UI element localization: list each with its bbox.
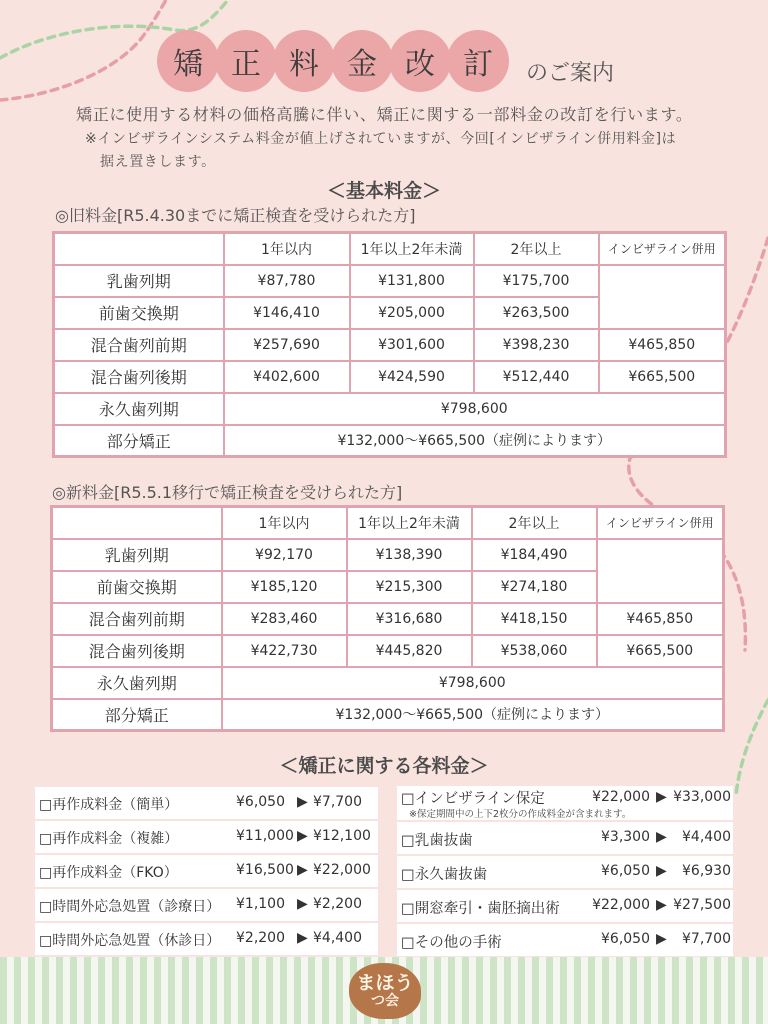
price-cell: ¥283,460	[222, 603, 347, 635]
fee-item-label: □開窓牽引・歯胚摘出術	[401, 901, 560, 917]
fee-item	[397, 856, 733, 888]
price-cell: ¥402,600	[224, 361, 350, 393]
table-header-row	[54, 233, 726, 265]
fee-item	[35, 787, 378, 819]
new-price: ¥6,930	[682, 863, 731, 879]
old-price: ¥6,050	[601, 863, 650, 879]
price-cell: ¥798,600	[222, 667, 724, 699]
title-char-circle: 料	[273, 30, 335, 92]
price-cell: ¥274,180	[472, 571, 597, 603]
pink-dashed-curve-top-left	[0, 0, 166, 100]
header-within-1-year: 1年以内	[222, 507, 347, 539]
fee-item-label: □時間外応急処置（診療日）	[39, 899, 221, 915]
table-row	[52, 603, 724, 635]
other-fees-heading: ＜矯正に関する各料金＞	[279, 755, 489, 777]
arrow-icon: ▶	[297, 794, 308, 810]
table-row	[54, 393, 726, 425]
header-within-1-year: 1年以内	[224, 233, 350, 265]
fee-item-label: □永久歯抜歯	[401, 867, 488, 883]
price-cell: ¥398,230	[474, 329, 599, 361]
title-suffix: のご案内	[526, 61, 615, 86]
empty-cell	[597, 539, 724, 603]
intro-note-line2: 据え置きします。	[100, 154, 216, 170]
table-row	[54, 329, 726, 361]
corner-cell	[54, 233, 224, 265]
title-char-circle: 改	[389, 30, 451, 92]
arrow-icon: ▶	[656, 897, 667, 913]
new-price: ¥4,400	[313, 930, 362, 946]
fee-item	[35, 889, 378, 921]
new-price: ¥7,700	[313, 794, 362, 810]
row-label: 前歯交換期	[52, 571, 222, 603]
row-label: 部分矯正	[54, 425, 224, 457]
table-header-row	[52, 507, 724, 539]
fee-item	[397, 890, 733, 922]
price-cell: ¥424,590	[350, 361, 474, 393]
price-cell: ¥184,490	[472, 539, 597, 571]
fee-item-label: □インビザライン保定	[401, 791, 545, 807]
new-price: ¥27,500	[673, 897, 731, 913]
fee-item	[35, 821, 378, 853]
table-row	[52, 635, 724, 667]
row-label: 乳歯列期	[52, 539, 222, 571]
fee-item-label: □再作成料金（FKO）	[39, 865, 178, 881]
fee-item	[35, 855, 378, 887]
arrow-icon: ▶	[656, 931, 667, 947]
header-1-to-2-years: 1年以上2年未満	[350, 233, 474, 265]
table-row	[52, 539, 724, 571]
price-cell: ¥512,440	[474, 361, 599, 393]
row-label: 乳歯列期	[54, 265, 224, 297]
old-price: ¥1,100	[236, 896, 285, 912]
old-fee-table	[52, 231, 727, 458]
fee-item	[397, 924, 733, 956]
arrow-icon: ▶	[656, 863, 667, 879]
price-cell: ¥92,170	[222, 539, 347, 571]
fee-item-label: □乳歯抜歯	[401, 833, 473, 849]
logo-text-line2: つ会	[371, 992, 399, 1009]
new-price: ¥12,100	[313, 828, 371, 844]
header-invisalign-combined: インビザライン併用	[597, 507, 724, 539]
price-cell: ¥185,120	[222, 571, 347, 603]
title-char-circle: 矯	[157, 30, 219, 92]
price-cell: ¥132,000〜¥665,500（症例によります）	[224, 425, 726, 457]
clinic-logo	[349, 963, 421, 1019]
fee-item-label: □再作成料金（簡単）	[39, 797, 179, 813]
price-cell: ¥87,780	[224, 265, 350, 297]
intro-text: 矯正に使用する材料の価格高騰に伴い、矯正に関する一部料金の改訂を行います。	[76, 105, 693, 124]
arrow-icon: ▶	[297, 930, 308, 946]
other-fees-right-list	[397, 786, 733, 956]
green-dashed-curve-bottom-right	[736, 700, 768, 795]
table-row	[54, 425, 726, 457]
price-cell: ¥665,500	[599, 361, 726, 393]
header-over-2-years: 2年以上	[474, 233, 599, 265]
price-cell: ¥445,820	[347, 635, 472, 667]
fee-item	[397, 822, 733, 854]
old-price: ¥11,000	[236, 828, 294, 844]
arrow-icon: ▶	[297, 862, 308, 878]
price-cell: ¥215,300	[347, 571, 472, 603]
price-cell: ¥418,150	[472, 603, 597, 635]
table-row	[52, 667, 724, 699]
price-cell: ¥665,500	[597, 635, 724, 667]
title-char-circle: 訂	[447, 30, 509, 92]
row-label: 混合歯列前期	[54, 329, 224, 361]
table-row	[54, 265, 726, 297]
price-cell: ¥138,390	[347, 539, 472, 571]
title-char-circle: 金	[331, 30, 393, 92]
header-invisalign-combined: インビザライン併用	[599, 233, 726, 265]
price-cell: ¥301,600	[350, 329, 474, 361]
row-label: 前歯交換期	[54, 297, 224, 329]
new-price: ¥4,400	[682, 829, 731, 845]
fee-item-label: □再作成料金（複雑）	[39, 831, 179, 847]
arrow-icon: ▶	[297, 896, 308, 912]
new-fees-caption: ◎新料金[R5.5.1移行で矯正検査を受けられた方]	[52, 483, 403, 502]
row-label: 永久歯列期	[52, 667, 222, 699]
arrow-icon: ▶	[656, 789, 667, 805]
price-cell: ¥465,850	[599, 329, 726, 361]
price-cell: ¥132,000〜¥665,500（症例によります）	[222, 699, 724, 731]
empty-cell	[599, 265, 726, 329]
price-cell: ¥146,410	[224, 297, 350, 329]
new-price: ¥7,700	[682, 931, 731, 947]
price-cell: ¥257,690	[224, 329, 350, 361]
fee-item	[397, 786, 733, 820]
price-cell: ¥131,800	[350, 265, 474, 297]
other-fees-left-list	[35, 787, 378, 955]
old-price: ¥22,000	[592, 789, 650, 805]
new-price: ¥2,200	[313, 896, 362, 912]
old-price: ¥6,050	[601, 931, 650, 947]
new-fee-table	[50, 505, 725, 732]
price-cell: ¥798,600	[224, 393, 726, 425]
row-label: 混合歯列前期	[52, 603, 222, 635]
new-price: ¥33,000	[673, 789, 731, 805]
fee-item-label: □その他の手術	[401, 935, 502, 951]
fee-item-label: □時間外応急処置（休診日）	[39, 933, 221, 949]
price-cell: ¥422,730	[222, 635, 347, 667]
fee-item-note: ※保定期間中の上下2枚分の作成料金が含まれます。	[409, 809, 632, 820]
fee-item	[35, 923, 378, 955]
old-price: ¥22,000	[592, 897, 650, 913]
table-row	[52, 699, 724, 731]
old-price: ¥2,200	[236, 930, 285, 946]
logo-text-line1: まほう	[356, 971, 414, 994]
price-cell: ¥316,680	[347, 603, 472, 635]
title-char-circle: 正	[215, 30, 277, 92]
price-cell: ¥205,000	[350, 297, 474, 329]
arrow-icon: ▶	[656, 829, 667, 845]
row-label: 部分矯正	[52, 699, 222, 731]
price-cell: ¥465,850	[597, 603, 724, 635]
arrow-icon: ▶	[297, 828, 308, 844]
row-label: 永久歯列期	[54, 393, 224, 425]
old-fees-caption: ◎旧料金[R5.4.30までに矯正検査を受けられた方]	[55, 206, 416, 225]
intro-note-line1: ※インビザラインシステム料金が値上げされていますが、今回[インビザライン併用料金]は	[85, 131, 677, 147]
price-cell: ¥175,700	[474, 265, 599, 297]
basic-fees-heading: ＜基本料金＞	[326, 180, 441, 202]
corner-cell	[52, 507, 222, 539]
old-price: ¥3,300	[601, 829, 650, 845]
table-row	[54, 361, 726, 393]
old-price: ¥16,500	[236, 862, 294, 878]
new-price: ¥22,000	[313, 862, 371, 878]
header-1-to-2-years: 1年以上2年未満	[347, 507, 472, 539]
old-price: ¥6,050	[236, 794, 285, 810]
price-cell: ¥538,060	[472, 635, 597, 667]
row-label: 混合歯列後期	[52, 635, 222, 667]
price-cell: ¥263,500	[474, 297, 599, 329]
row-label: 混合歯列後期	[54, 361, 224, 393]
header-over-2-years: 2年以上	[472, 507, 597, 539]
